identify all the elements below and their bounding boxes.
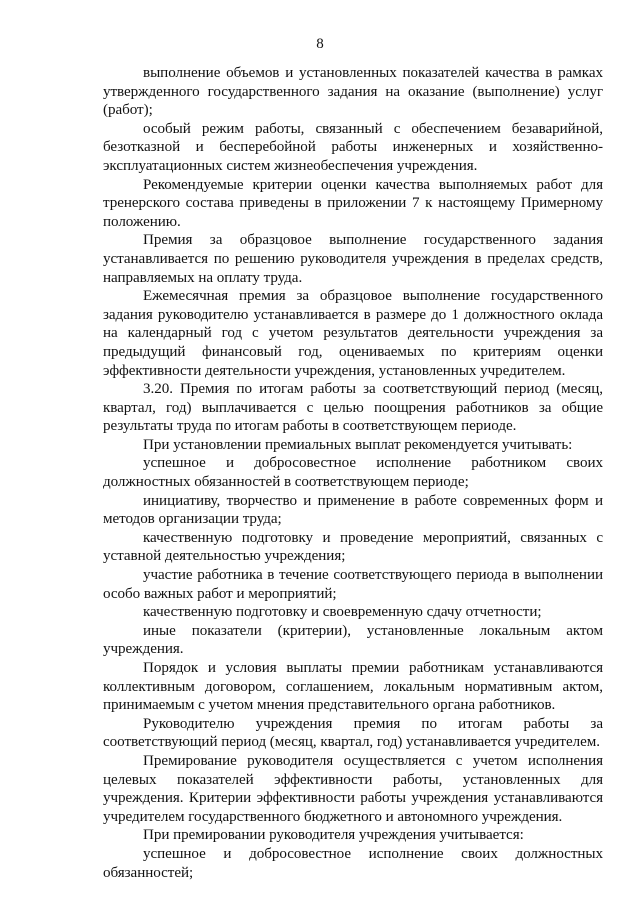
paragraph-17: При премировании руководителя учреждения учитывается: bbox=[143, 827, 524, 844]
paragraph-3: Рекомендуемые критерии оценки качества выполняемых работ для тренерского состава приведены в приложении 7 к настоящему Примерному положению. bbox=[103, 176, 603, 230]
paragraph-12: качественную подготовку и своевременную сдачу отчетности; bbox=[143, 604, 542, 621]
paragraph-2: особый режим работы, связанный с обеспечением безаварийной, безотказной и бесперебойной работы инженерных и хозяйственно-эксплуатационных систем жизнеобеспечения учреждения. bbox=[103, 120, 603, 174]
paragraph-13: иные показатели (критерии), установленные локальным актом учреждения. bbox=[103, 622, 603, 658]
paragraph-5: Ежемесячная премия за образцовое выполнение государственного задания руководителю устанавливается в размере до 1 должностного оклада на календарный год с учетом результатов деятельности учреждения за предыдущий финансовый год, оцениваемых по критериям оценки эффективности деятельности учреждения, установленных учредителем. bbox=[103, 288, 603, 379]
paragraph-16: Премирование руководителя осуществляется с учетом исполнения целевых показателей эффективности работы, установленных для учреждения. Критерии эффективности работы учреждения устанавливаются учредителем государственного бюджетного и автономного учреждения. bbox=[103, 752, 603, 825]
paragraph-8: успешное и добросовестное исполнение работником своих должностных обязанностей в соответствующем периоде; bbox=[103, 455, 603, 491]
paragraph-11: участие работника в течение соответствующего периода в выполнении особо важных работ и мероприятий; bbox=[103, 567, 603, 602]
paragraph-4: Премия за образцовое выполнение государственного задания устанавливается по решению руководителя учреждения в пределах средств, направляемых на оплату труда. bbox=[103, 232, 603, 286]
body-text bbox=[103, 64, 603, 882]
paragraph-10: качественную подготовку и проведение мероприятий, связанных с уставной деятельностью учреждения; bbox=[103, 529, 603, 565]
paragraph-1: выполнение объемов и установленных показателей качества в рамках утвержденного государственного задания на оказание (выполнение) услуг (работ); bbox=[103, 65, 603, 119]
paragraph-15: Руководителю учреждения премия по итогам работы за соответствующий период (месяц, квартал, год) устанавливается учредителем. bbox=[103, 715, 603, 751]
paragraph-6: 3.20. Премия по итогам работы за соответствующий период (месяц, квартал, год) выплачивается с целью поощрения работников за общие результаты труда по итогам работы в соответствующем периоде. bbox=[103, 381, 603, 435]
page-number: 8 bbox=[316, 36, 324, 52]
paragraph-7: При установлении премиальных выплат рекомендуется учитывать: bbox=[143, 436, 573, 453]
paragraph-18: успешное и добросовестное исполнение своих должностных обязанностей; bbox=[103, 845, 603, 881]
paragraph-14: Порядок и условия выплаты премии работникам устанавливаются коллективным договором, соглашением, локальным нормативным актом, принимаемым с учетом мнения представительного органа работников. bbox=[103, 660, 603, 714]
paragraph-9: инициативу, творчество и применение в работе современных форм и методов организации труда; bbox=[103, 492, 603, 528]
